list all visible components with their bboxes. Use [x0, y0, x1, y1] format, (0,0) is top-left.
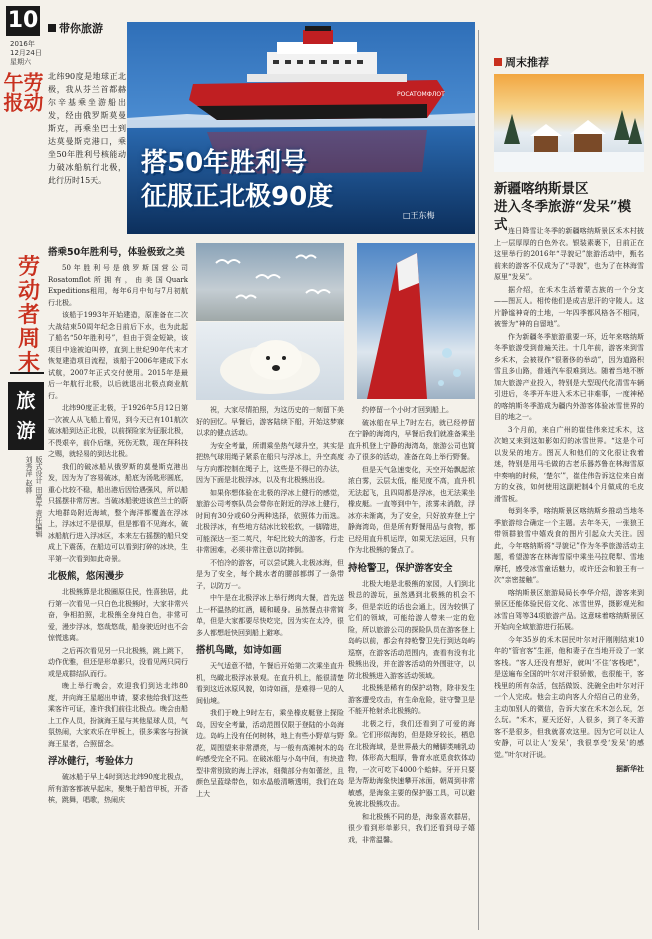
date-weekday: 星期六 — [10, 58, 31, 66]
editor-credits: 版式设计 田富军 责任编辑 刘秀萍 赵骅 — [25, 456, 43, 538]
vertical-section-tag: 旅游 — [8, 382, 44, 450]
date-day: 12月24日 — [10, 49, 42, 57]
ship-name-text: POCATOMФЛОТ — [397, 91, 445, 98]
paragraph: 喀纳斯景区旅游局局长李华介绍，游客来到景区还能体验民俗文化、冰雪世界，摄影观光和冰雪自驾等34项旅游产品。这意味着喀纳斯景区开始向全域旅游进行拓展。 — [494, 588, 644, 631]
paragraph: 北极熊是稀有的保护动物，除非发生游客遭受攻击，有生命危险，驻守警卫是不能开枪射杀北极熊的。 — [348, 684, 475, 715]
hero-image — [127, 22, 475, 234]
headline-line-2: 征服正北极90度 — [141, 182, 334, 212]
news-source: 据新华社 — [616, 764, 644, 773]
right-article-body — [494, 226, 644, 775]
paragraph: 不怕冷的游客，可以尝试跳入北极冰海，但是为了安全，每个跳水者的腰部都绑了一条带子，以防万一。 — [196, 558, 344, 590]
paragraph: 为安全考量，所谓乘坐热气球升空，其实是把热气球用绳子紧系在船只与浮冰上，升空高度与方向都控制在绳子上，这些是不得已的办法，因为下面是北极浮冰，以及有北极熊出没。 — [196, 441, 344, 484]
polar-bear-icon — [196, 322, 344, 400]
snowy-cabins-icon — [494, 74, 644, 172]
paragraph: 我们的破冰船从俄罗斯的莫曼斯克港出发，因为为了容易破冰，船底为汤匙形圆底，重心比较不稳，船出港后因恰遇强风，所以船只摇摆非常厉害。当破冰船驶进该芭兰士的蔚大地群岛附近海域，整个海洋都覆盖在浮冰上，浮冰过不是很厚，但是都看不见海水，破冰船航行进入浮冰区，本来左右摇摆的船只变成上下震荡，在船边可以看到打碎的冰块，生平第一次看到如此奇景。 — [48, 462, 188, 563]
paragraph: 今年35岁的禾木居民叶尔对汗刚刚结束10年的“管官客”生涯，他和妻子在当地开设了一家客栈。“客人还没有想好，就叫‘不住’客栈吧”，是送遍布全国的叶尔对汗很骄傲，也很能干，客栈里的所有杂活，包括做饭、洗碗全由叶尔对汗一个人完成。他会主动向客人介绍自己的业务，主动加别人的微信，告诉大家在禾木怎么玩，怎么玩。“禾木，夏天还好，人很多，到了冬天游客不是很多，但我就喜欢这里。因为它可以让人安静，可以让人‘发呆’，我很享受‘发呆’的感觉。”叶尔对汗说。 — [494, 635, 644, 759]
paragraph: 北极之行，我们还看到了可爱的海象。它们形似海豹，但是除牙较长，栖息在北极海域，是世界最大的鳍脚类哺乳动物，体形高大粗厚，鲁育水底觅食软体动物，一次可吃下4000个蛤蚌。牙开只要是为帮助海象快速攀开冰面，朝周到非常敏感，是海象主要的保护器工具，可以避免被北极熊攻击。 — [348, 719, 475, 808]
paragraph: 中午是在北极浮冰上举行烤肉大餐，首先送上一杯温热的红酒，暖和暖身。虽然餐点非常简单，但是大家都要尽快吃完，因为实在太冷，很多人都想赶快回到船上避寒。 — [196, 594, 344, 637]
paragraph: 连日降雪让冬季的新疆喀纳斯景区禾木村披上一层厚厚的白色外衣。银装素裹下，日前正在这里举行的2016年“寻貌记”旅游活动中，甄名前来的游客不仅成为了“寻貌”，也为了在林海雪原里“发呆”。 — [494, 227, 644, 281]
paragraph: 50年胜利号是俄罗斯国营公司Rosatomflot所拥有，由美国Quark Expeditions租用，每年6月中旬与7月初航行北极。 — [48, 264, 188, 307]
paragraph: 破冰船于早上4时到达北纬90度北极点，所有游客都被早起床，聚集于船首甲板，开香槟，跳舞，唱歌，热闹庆 — [48, 773, 188, 804]
page-number: 10 — [6, 6, 40, 36]
divider — [10, 372, 44, 374]
ship-bow-icon — [357, 243, 475, 399]
paragraph: 但是天气急速变化，天空开始飘起浓浓白雾，云层太低，能见度不高，直升机无法起飞，且四周都是浮冰，也无法乘坐橡皮艇。一直等到中午，浓雾未消散，浮冰亦未渐离，为了安全，只好放弃登上宁静海湾岛，但是所有野餐用品与食物，都已经用直升机运岸，如果无法运回，只有作为北极熊的餐点了。 — [348, 465, 475, 554]
paragraph: 北极熊算是北极圈原住民，性喜独居，此行第一次看见一只白色北极熊时，大家非常兴奋，争相拍照，北极熊全身纯白色，非常可爱，漫步浮冰，悠哉悠哉，船身驶近时也不会惊慌逃离。 — [48, 588, 188, 642]
seagulls-photo — [196, 243, 344, 321]
lead-paragraph: 北纬90度是地球正北极，我从芬兰首都赫尔辛基乘坐游船出发，经由俄罗斯莫曼斯克，再乘坐巴士到达莫曼斯克港口，乘坐50年胜利号核能动力破冰船航行北极，此行历时15天。 — [48, 72, 126, 185]
paragraph: 如果你想体验在北极的浮冰上健行的感觉，旅游公司考察队员会带你在附近的浮冰上健行，时间有30分或60分两种选择，依照体力而选。北极浮冰，有些地方结冰比较松软，一脚踏进，可能深达一至二英尺，年纪比较大的游客，行走非常困难，必须非常注意以防摔倒。 — [196, 488, 344, 554]
ship-deck-photo — [357, 243, 475, 399]
polar-bear-photo — [196, 322, 344, 400]
paragraph: 之后再次看见另一只北极熊，跳上跳下，动作优雅，但还是形单影只，没看见两只同行或是成群结队而行。 — [48, 646, 188, 678]
paragraph: 破冰船在早上7时左右，就已经停留在宁静的海湾内，早餐后我们就准备乘坐直升机登上宁静的海湾岛，旅游公司也简办了很多的活动，准备在岛上举行野餐。 — [348, 418, 475, 461]
article-column-1 — [48, 246, 188, 808]
column-divider — [478, 30, 479, 930]
subheading: 搭机鸟瞰，如诗如画 — [196, 645, 282, 656]
subheading: 持枪警卫，保护游客安全 — [348, 562, 453, 574]
paragraph: 祝，大家尽情拍照，为这历史的一刻留下美好的回忆。早餐后，游客陆续下船，开始这梦寐以求的健点活动。 — [196, 406, 344, 437]
headline-line-1: 搭50年胜利号 — [141, 148, 308, 178]
right-title-line-2: 进入冬季旅游“发呆”模式 — [494, 199, 632, 233]
paragraph: 据介绍，在禾木生活着蒙古族的一个分支——图瓦人。相传他们是成吉思汗的守陵人。这片静谧神奇的土地，一年四季都风格各不相同，被誉为“神的自留地”。 — [494, 285, 644, 328]
issue-date — [10, 40, 42, 67]
date-year: 2016年 — [10, 40, 35, 48]
section-header — [48, 20, 103, 36]
paragraph: 北极大地是北极熊的家园，人们到北极总的游玩，虽然遇到北极熊的机会不多，但是亲近的话也会通上，因为较惧了它们的领域，可能给游人带来一定的危险，所以旅游公司的探险队员在游客登上岛屿以前，都会有持枪警卫先行到达岛屿巡察，在游客活动范围内，查看有没有北极熊出没，并在游客活动的外围驻守，以防北极熊进入游客活动领域。 — [348, 579, 475, 680]
paragraph: 该船于1993年开始建造，原准备在二次大战结束50周年纪念日前后下水，也为此起了船名“50年胜利号”，但由于资金短缺，该项目中途被迫叫停，直到上世纪90年代末才恢复建造项目流程，该船于2006年建成下水试航，2007年正式交付使用。2015年是最后一年航行北极，以后就退出北极点商业航行。 — [48, 311, 188, 400]
article-column-2 — [196, 405, 344, 801]
paragraph: 每到冬季，喀纳斯景区喀纳斯乡推动当地冬季旅游综合确定一个主题。去年冬天，一张狼王带领群狼雪中嬉戏食的图片引起众大关注。因此，今年喀纳斯将“寻貌记”作为冬季旅游活动主题，希望游客在林海雪原中乘坐马拉爬犁、雪地摩托，感受冰雪童话魅力，或许还会和狼王有一次“亲密接触”。 — [494, 507, 644, 584]
seagull-icon — [196, 243, 344, 321]
subheading: 浮冰健行，考验体力 — [48, 756, 134, 767]
section-label: 带你旅游 — [59, 22, 103, 35]
headline — [141, 146, 333, 214]
right-section-label: 周末推荐 — [505, 56, 549, 69]
paragraph: 和北极熊不同的是，海象喜欢群居，很少看到形单影只，我们还看到母子嬉戏，非常温馨。 — [348, 812, 475, 844]
subheading: 搭乘50年胜利号，体验极致之美 — [48, 247, 185, 258]
vertical-section-title: 劳动者周末 — [17, 255, 40, 376]
paragraph: 北纬90度正北极，于1926年5月12日第一次被人从飞船上看见，到今天已有101航次破冰船到达正北极，以前探险家为征服北极，不畏艰辛，前仆后继，死伤无数，现在拜科技之赐，就轻易的到达北极。 — [48, 404, 188, 458]
paragraph: 作为新疆冬季旅游重要一环，近年来喀纳斯冬季旅游受到普遍关注。十几年前，游客来到雪乡禾木，会被视作“很奢侈的举动”，因为道路积雪且多山路，普通汽车很难到达。随着当地不断加大旅游产业投入，特别是大型现代化清雪车辆引进后，冬季开车进入禾木已非难事，一度神秘的喀纳斯冬季游成为疆内外游客体验冰雪世界的目的地之一。 — [494, 332, 644, 421]
byline: □王东梅 — [403, 211, 435, 220]
paragraph: 3个月前，来自广州的崔佳伟来过禾木，这次她又来到这如影如幻的冰雪世界。“这是个可以发呆的地方。图瓦人和他们的文化很让我着迷，特别是用马毛做的古老乐器苏鲁在林海雪原中奏响的时候，‘楚尔’”，崔佳伟告诉这位来自南方的女孩，如何使用这副耙制4个月做成的毛皮滑雪板。 — [494, 425, 644, 503]
paragraph: 我们于晚上9时左右，乘坐橡皮艇登上探险岛，因安全考量，活动范围仅限于登陆的小岛海边。岛屿上没有任何树林，地上有些小野草与野花，周围望来非常漂亮，与一般有高滩树木的岛屿感受完全不同。在破冰船与小岛中间，有块造型非常别致的海上浮冰，细微部分有如蕾丝，且颜色呈蓝绿带色，如水晶般清晰透明，我们在岛上大 — [196, 709, 344, 798]
right-title-line-1: 新疆喀纳斯景区 — [494, 181, 589, 197]
right-section-header — [494, 54, 549, 70]
article-column-3 — [348, 405, 475, 847]
paragraph: 约停留一个小时才回到船上。 — [362, 406, 453, 414]
masthead-logo: 劳动午报 — [0, 72, 44, 112]
kanas-snow-photo — [494, 74, 644, 172]
paragraph: 晚上举行晚会，欢迎我们到达北纬80度，并向海王星超出申请，要求他给我们这些乘客许可证，准许我们前往北极点。晚会由船上工作人员，扮演海王星与其他星球人员，气氛热闹，大家欢乐在甲板上，很多乘客与扮演海王星者，合照留念。 — [48, 682, 188, 748]
subheading: 北极熊，悠闲漫步 — [48, 571, 125, 582]
paragraph: 天气适意不错，午餐后开始第二次乘坐直升机，鸟瞰北极浮冰景观。在直升机上，能很清楚看到这近冰原风貌，如诗如画，是难得一见的人间仙境。 — [196, 662, 344, 705]
